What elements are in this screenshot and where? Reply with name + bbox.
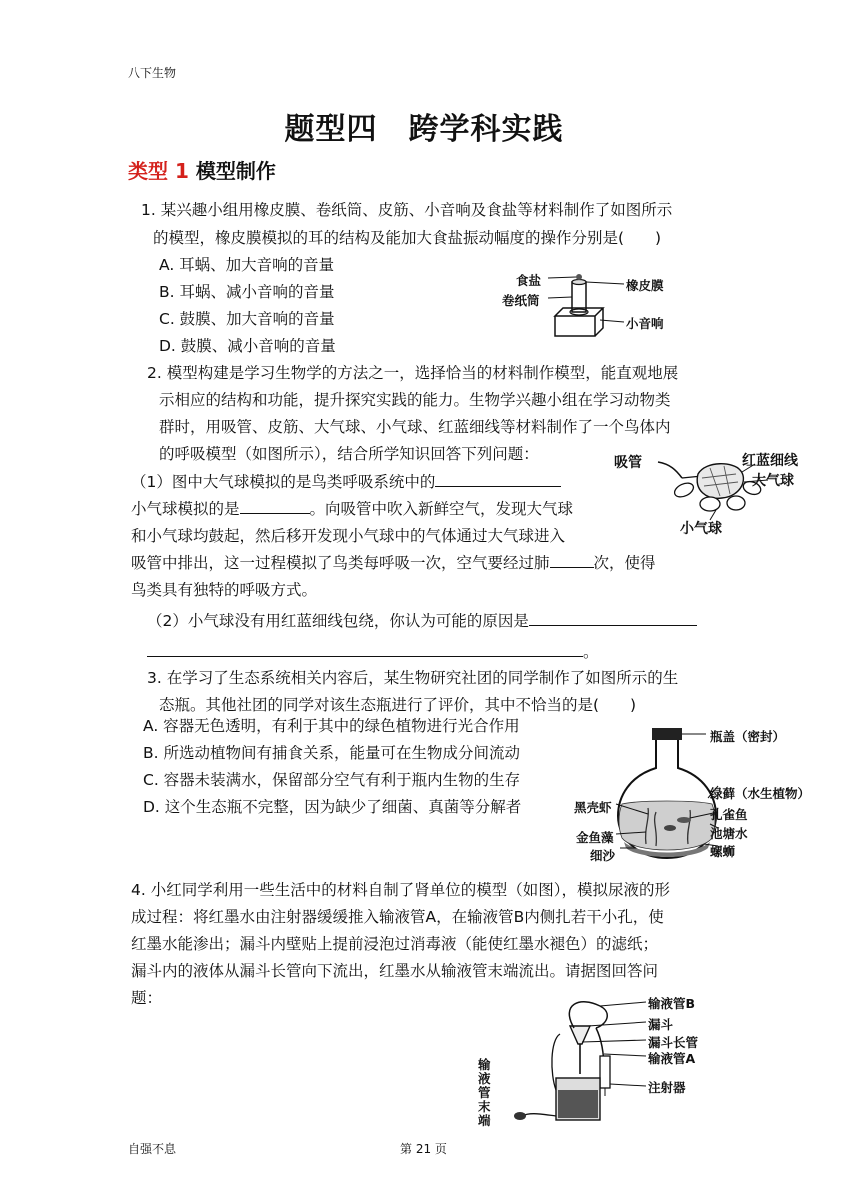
q4-line-4: 漏斗内的液体从漏斗长管向下流出，红墨水从输液管末端流出。请据图回答问	[131, 962, 659, 980]
q2-p1-text-d: 和小气球均鼓起，然后移开发现小气球中的气体通过大气球进入	[131, 527, 566, 545]
q2-blank-times[interactable]	[550, 549, 594, 568]
q2-blank-reason-2[interactable]	[147, 638, 583, 657]
q1-line-1: 1. 某兴趣小组用橡皮膜、卷纸筒、皮筋、小音响及食盐等材料制作了如图所示	[141, 201, 673, 219]
label-small-balloon: 小气球	[680, 521, 722, 537]
q2-blank-big-balloon[interactable]	[435, 468, 561, 487]
q2-p1-text-e: 吸管中排出，这一过程模拟了鸟类每呼吸一次，空气要经过肺	[131, 554, 550, 572]
q2-blank-reason-1[interactable]	[529, 607, 697, 626]
label-salt: 食盐	[516, 273, 542, 288]
q2-part-1-line-2	[131, 495, 573, 523]
label-snail: 螺蛳	[710, 844, 736, 859]
q1-option-b: B. 耳蜗、减小音响的音量	[159, 283, 335, 301]
q4-line-1: 4. 小红同学利用一些生活中的材料自制了肾单位的模型（如图），模拟尿液的形	[131, 881, 670, 899]
ecosystem-bottle-figure	[600, 724, 720, 869]
q1-option-d: D. 鼓膜、减小音响的音量	[159, 337, 336, 355]
q3-option-b: B. 所选动植物间有捕食关系，能量可在生物成分间流动	[143, 744, 520, 762]
q1-option-a: A. 耳蜗、加大音响的音量	[159, 256, 335, 274]
q2-part-1-line-1	[131, 468, 561, 496]
q4-line-2: 成过程：将红墨水由注射器缓缓推入输液管A，在输液管B内侧扎若干小孔，使	[131, 908, 664, 926]
q2-line-2: 示相应的结构和功能，提升探究实践的能力。生物学兴趣小组在学习动物类	[159, 391, 671, 409]
q3-line-2: 态瓶。其他社团的同学对该生态瓶进行了评价，其中不恰当的是( )	[159, 696, 637, 714]
page-number: 第 21 页	[400, 1142, 447, 1156]
q2-blank-small-balloon[interactable]	[240, 495, 310, 514]
q1-line-2: 的模型，橡皮膜模拟的耳的结构及能加大食盐振动幅度的操作分别是( )	[153, 229, 662, 247]
label-bottle-cap: 瓶盖（密封）	[710, 729, 786, 744]
q2-p2-text-a: （2）小气球没有用红蓝细线包绕，你认为可能的原因是	[147, 612, 529, 630]
q2-p1-text-b: 小气球模拟的是	[131, 500, 240, 518]
q4-line-3: 红墨水能渗出；漏斗内壁贴上提前浸泡过消毒液（能使红墨水褪色）的滤纸；	[131, 935, 659, 953]
section-name: 模型制作	[195, 159, 276, 183]
label-funnel: 漏斗	[648, 1017, 674, 1032]
label-tube-end: 输液管末端	[478, 1057, 491, 1128]
q3-option-c: C. 容器未装满水，保留部分空气有利于瓶内生物的生存	[143, 771, 521, 789]
q2-line-1: 2. 模型构建是学习生物学的方法之一，选择恰当的材料制作模型，能直观地展	[147, 364, 679, 382]
label-hornwort: 金鱼藻	[576, 830, 614, 845]
q2-p1-text-f: 次，使得	[593, 554, 656, 572]
q2-p1-text-c: 。向吸管中吹入新鲜空气，发现大气球	[309, 500, 574, 518]
label-funnel-tube: 漏斗长管	[648, 1035, 699, 1050]
q2-part-1-line-4	[131, 549, 656, 577]
label-straw: 吸管	[614, 455, 642, 471]
section-number: 类型 1	[128, 159, 189, 183]
q3-line-1: 3. 在学习了生态系统相关内容后，某生物研究社团的同学制作了如图所示的生	[147, 669, 679, 687]
label-moss-plant: 绿藓（水生植物）	[710, 786, 811, 801]
label-pond-water: 池塘水	[710, 826, 748, 841]
footer-motto: 自强不息	[128, 1142, 177, 1156]
q2-p1-text-g: 鸟类具有独特的呼吸方式。	[131, 581, 318, 599]
q2-line-4: 的呼吸模型（如图所示），结合所学知识回答下列问题：	[159, 445, 539, 463]
label-rubber-membrane: 橡皮膜	[626, 278, 664, 293]
q2-part-2-line-1	[147, 607, 697, 635]
label-tube-b: 输液管B	[648, 996, 696, 1011]
page-header: 八下生物	[128, 66, 177, 80]
q3-option-a: A. 容器无色透明，有利于其中的绿色植物进行光合作用	[143, 717, 520, 735]
nephron-model-figure	[500, 994, 650, 1130]
label-speaker: 小音响	[626, 316, 664, 331]
label-paper-tube: 卷纸筒	[502, 293, 540, 308]
q1-option-c: C. 鼓膜、加大音响的音量	[159, 310, 335, 328]
q3-option-d: D. 这个生态瓶不完整，因为缺少了细菌、真菌等分解者	[143, 798, 522, 816]
q2-part-2-line-2	[147, 638, 599, 666]
q2-line-3: 群时，用吸管、皮筋、大气球、小气球、红蓝细线等材料制作了一个鸟体内	[159, 418, 671, 436]
label-shrimp: 黑壳虾	[574, 800, 612, 815]
label-big-balloon: 大气球	[752, 473, 794, 489]
q2-p1-text-a: （1）图中大气球模拟的是鸟类呼吸系统中的	[131, 473, 436, 491]
page-title: 题型四 跨学科实践	[284, 112, 564, 147]
label-red-blue-thread: 红蓝细线	[742, 453, 798, 469]
q4-line-5: 题：	[131, 989, 163, 1007]
label-tube-a: 输液管A	[648, 1051, 696, 1066]
label-fine-sand: 细沙	[590, 848, 616, 863]
section-heading	[128, 155, 276, 184]
label-guppy: 孔雀鱼	[710, 807, 748, 822]
q2-p2-end: 。	[583, 643, 599, 661]
label-syringe: 注射器	[648, 1080, 686, 1095]
